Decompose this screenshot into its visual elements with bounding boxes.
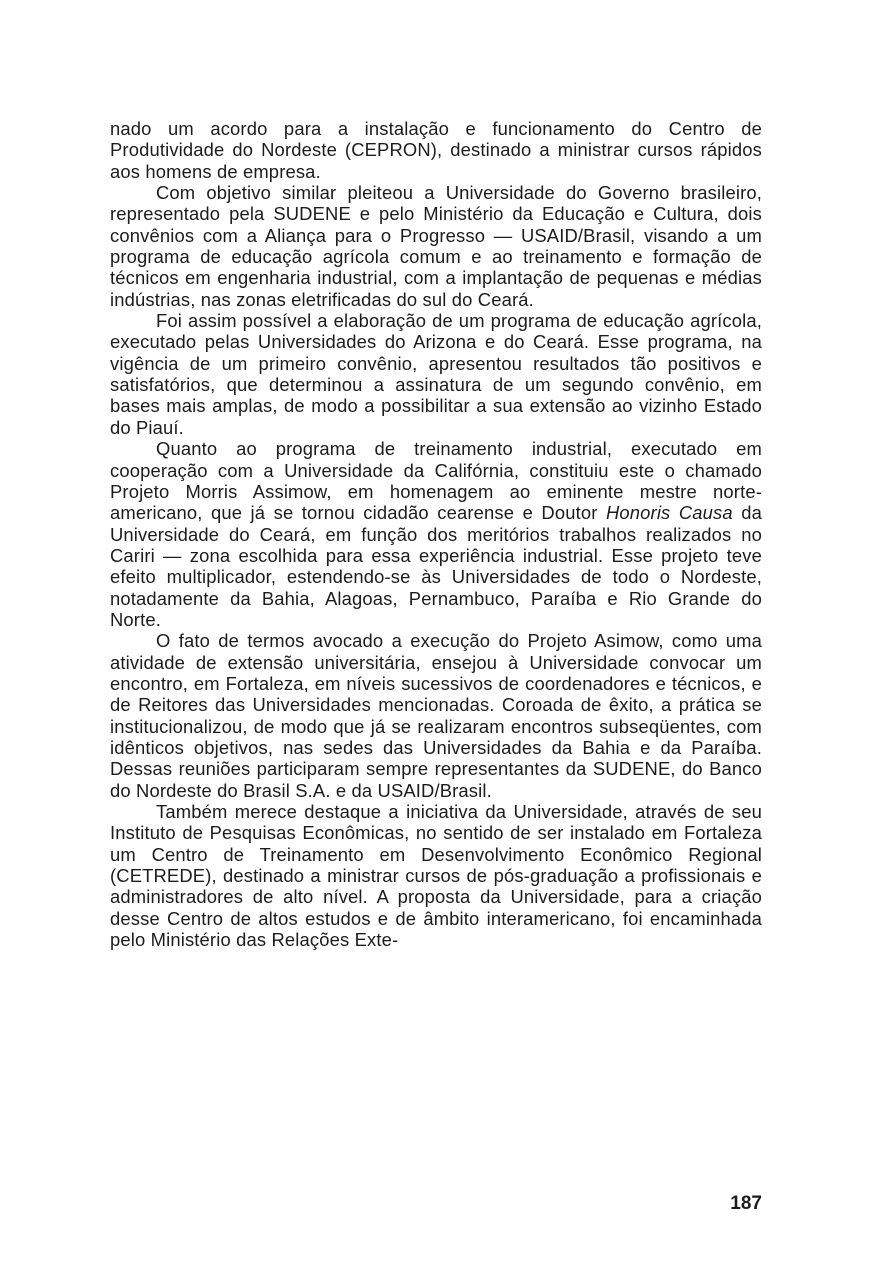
paragraph-6: Também merece destaque a iniciativa da Universidade, através de seu Instituto de Pesquisas Econômicas, no sentido de ser instalado em Fortaleza um Centro de Treinamento em Desenvolvimento Econômico Regional (CETREDE), destinado a ministrar cursos de pós-graduação a profissionais e administradores de alto nível. A proposta da Universidade, para a criação desse Centro de altos estudos e de âmbito interamericano, foi encaminhada pelo Ministério das Relações Exte- — [110, 801, 762, 951]
paragraph-1: nado um acordo para a instalação e funcionamento do Centro de Produtividade do Nordeste (CEPRON), destinado a ministrar cursos rápidos aos homens de empresa. — [110, 118, 762, 182]
paragraph-4 — [110, 438, 762, 630]
paragraph-2: Com objetivo similar pleiteou a Universidade do Governo brasileiro, representado pela SUDENE e pelo Ministério da Educação e Cultura, dois convênios com a Aliança para o Progresso — USAID/Brasil, visando a um programa de educação agrícola comum e ao treinamento e formação de técnicos em engenharia industrial, com a implantação de pequenas e médias indústrias, nas zonas eletrificadas do sul do Ceará. — [110, 182, 762, 310]
page-number: 187 — [730, 1193, 762, 1214]
paragraph-4-text-after: da Universidade do Ceará, em função dos meritórios trabalhos realizados no Cariri — zona escolhida para essa experiência industrial. Esse projeto teve efeito multiplicador, estendendo-se às Universidades de todo o Nordeste, notadamente da Bahia, Alagoas, Pernambuco, Paraíba e Rio Grande do Norte. — [110, 502, 763, 630]
paragraph-3: Foi assim possível a elaboração de um programa de educação agrícola, executado pelas Universidades do Arizona e do Ceará. Esse programa, na vigência de um primeiro convênio, apresentou resultados tão positivos e satisfatórios, que determinou a assinatura de um segundo convênio, em bases mais amplas, de modo a possibilitar a sua extensão ao vizinho Estado do Piauí. — [110, 310, 762, 438]
body-text — [110, 118, 762, 950]
paragraph-4-italic-term: Honoris Causa — [605, 502, 733, 524]
paragraph-4-text-before: Quanto ao programa de treinamento industrial, executado em cooperação com a Universidade da Califórnia, constituiu este o chamado Projeto Morris Assimow, em homenagem ao eminente mestre norte-americano, que já se tornou cidadão cearense e Doutor — [110, 438, 762, 524]
paragraph-5: O fato de termos avocado a execução do Projeto Asimow, como uma atividade de extensão universitária, ensejou à Universidade convocar um encontro, em Fortaleza, em níveis sucessivos de coordenadores e técnicos, e de Reitores das Universidades mencionadas. Coroada de êxito, a prática se institucionalizou, de modo que já se realizaram encontros subseqüentes, com idênticos objetivos, nas sedes das Universidades da Bahia e da Paraíba. Dessas reuniões participaram sempre representantes da SUDENE, do Banco do Nordeste do Brasil S.A. e da USAID/Brasil. — [110, 630, 762, 801]
